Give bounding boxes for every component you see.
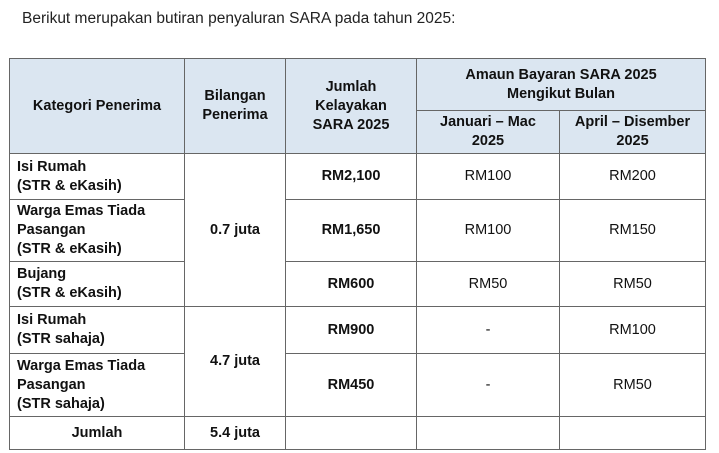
row-jan-mac: RM50 (417, 262, 560, 307)
group-bilangan: 0.7 juta (185, 154, 286, 307)
row-apr-dis: RM150 (560, 200, 706, 262)
row-kategori: Warga Emas Tiada Pasangan (STR sahaja) (10, 354, 185, 417)
row-kelayakan: RM1,650 (286, 200, 417, 262)
row-apr-dis: RM200 (560, 154, 706, 200)
total-label: Jumlah (10, 417, 185, 450)
empty-cell (560, 417, 706, 450)
table-row (10, 262, 706, 307)
intro-text: Berikut merupakan butiran penyaluran SARA pada tahun 2025: (22, 10, 456, 27)
header-jumlah-kelayakan: Jumlah Kelayakan SARA 2025 (286, 59, 417, 154)
row-kategori: Isi Rumah (STR & eKasih) (10, 154, 185, 200)
row-jan-mac: - (417, 354, 560, 417)
row-kategori: Warga Emas Tiada Pasangan (STR & eKasih) (10, 200, 185, 262)
header-bilangan: Bilangan Penerima (185, 59, 286, 154)
row-kategori: Isi Rumah (STR sahaja) (10, 307, 185, 354)
empty-cell (286, 417, 417, 450)
row-jan-mac: RM100 (417, 200, 560, 262)
table-row (10, 307, 706, 354)
row-apr-dis: RM50 (560, 262, 706, 307)
row-apr-dis: RM50 (560, 354, 706, 417)
group-bilangan: 4.7 juta (185, 307, 286, 417)
row-jan-mac: RM100 (417, 154, 560, 200)
row-apr-dis: RM100 (560, 307, 706, 354)
header-kategori: Kategori Penerima (10, 59, 185, 154)
total-bilangan: 5.4 juta (185, 417, 286, 450)
row-kategori: Bujang (STR & eKasih) (10, 262, 185, 307)
empty-cell (417, 417, 560, 450)
row-kelayakan: RM900 (286, 307, 417, 354)
table-row (10, 200, 706, 262)
table-row (10, 154, 706, 200)
row-jan-mac: - (417, 307, 560, 354)
table-row (10, 354, 706, 417)
row-kelayakan: RM2,100 (286, 154, 417, 200)
header-amaun: Amaun Bayaran SARA 2025 Mengikut Bulan (417, 59, 706, 111)
header-apr-dis: April – Disember 2025 (560, 111, 706, 154)
row-kelayakan: RM600 (286, 262, 417, 307)
row-kelayakan: RM450 (286, 354, 417, 417)
total-row (10, 417, 706, 450)
header-jan-mac: Januari – Mac 2025 (417, 111, 560, 154)
sara-distribution-table (9, 58, 706, 450)
